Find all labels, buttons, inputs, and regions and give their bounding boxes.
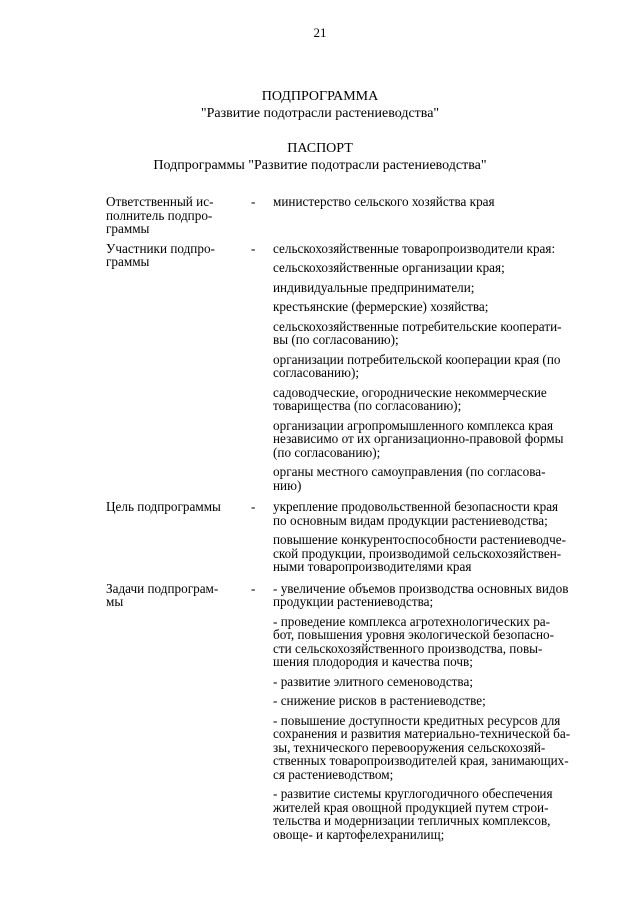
subprogram-heading <box>0 88 640 122</box>
passport-item: министерство сельского хозяйства края <box>273 194 495 209</box>
passport-item: - повышение доступности кредитных ресурсов для сохранения и развития материально-технической ба- зы, технического перевооружения сельскохозяй- ственных товаропроизводителей края, занимающих- ся растениеводством; <box>273 712 571 782</box>
passport-row-dash: - <box>251 580 256 596</box>
passport-row-content <box>273 195 606 236</box>
passport-item: сельскохозяйственные товаропроизводители края: <box>273 240 556 256</box>
passport-item: индивидуальные предприниматели; <box>273 279 475 295</box>
passport-item: организации агропромышленного комплекса края независимо от их организационно-правовой формы (по согласованию); <box>273 417 564 460</box>
passport-item: сельскохозяйственные организации края; <box>273 260 505 275</box>
passport-item: сельскохозяйственные потребительские кооперати- вы (по согласованию); <box>273 318 562 347</box>
passport-item: повышение конкурентоспособности растениеводче- ской продукции, производимой сельскохозяйствен- ными товаропроизводителями края <box>273 532 566 574</box>
passport-table <box>106 195 606 847</box>
passport-item: - увеличение объемов производства основных видов продукции растениеводства; <box>273 580 569 609</box>
passport-row-dash: - <box>251 240 256 256</box>
passport-row-label: Ответственный ис- полнитель подпро- граммы <box>106 194 214 236</box>
passport-row-label: Задачи подпрограм- мы <box>106 580 219 609</box>
passport-item: - снижение рисков в растениеводстве; <box>273 693 486 708</box>
passport-item: укрепление продовольственной безопасности края по основным видам продукции растениеводства; <box>273 499 559 528</box>
passport-row-dash: - <box>251 499 256 514</box>
passport-row-label: Цель подпрограммы <box>106 499 221 514</box>
passport-item: органы местного самоуправления (по согласова- нию) <box>273 464 546 493</box>
page-number: 21 <box>313 25 327 40</box>
passport-row-tasks <box>106 582 606 842</box>
passport-row-label: Участники подпро- граммы <box>106 240 215 269</box>
passport-row-content <box>273 582 606 842</box>
passport-item: - развитие элитного семеноводства; <box>273 673 474 689</box>
passport-heading <box>0 140 640 174</box>
passport-item: крестьянские (фермерские) хозяйства; <box>273 299 489 314</box>
subprogram-heading-line2: "Развитие подотрасли растениеводства" <box>200 106 440 121</box>
subprogram-heading-line1: ПОДПРОГРАММА <box>261 89 379 104</box>
passport-heading-line1: ПАСПОРТ <box>287 141 353 156</box>
passport-row-dash: - <box>251 194 256 209</box>
passport-item: - проведение комплекса агротехнологических ра- бот, повышения уровня экологической безопасно- сти сельскохозяйственного производства, повы- шения плодородия и качества почв; <box>273 613 555 669</box>
passport-item: - развитие системы круглогодичного обеспечения жителей края овощной продукцией путем строи- тельства и модернизации тепличных комплексов, овоще- и картофелехранилищ; <box>273 786 553 842</box>
passport-row-goal <box>106 500 606 574</box>
passport-heading-line2: Подпрограммы "Развитие подотрасли растениеводства" <box>153 158 487 173</box>
passport-item: организации потребительской кооперации края (по согласованию); <box>273 351 561 380</box>
passport-item: садоводческие, огороднические некоммерческие товарищества (по согласованию); <box>273 384 547 413</box>
passport-row-content <box>273 242 606 493</box>
passport-row-responsible-executor <box>106 195 606 236</box>
passport-row-content <box>273 500 606 574</box>
passport-row-participants <box>106 242 606 493</box>
